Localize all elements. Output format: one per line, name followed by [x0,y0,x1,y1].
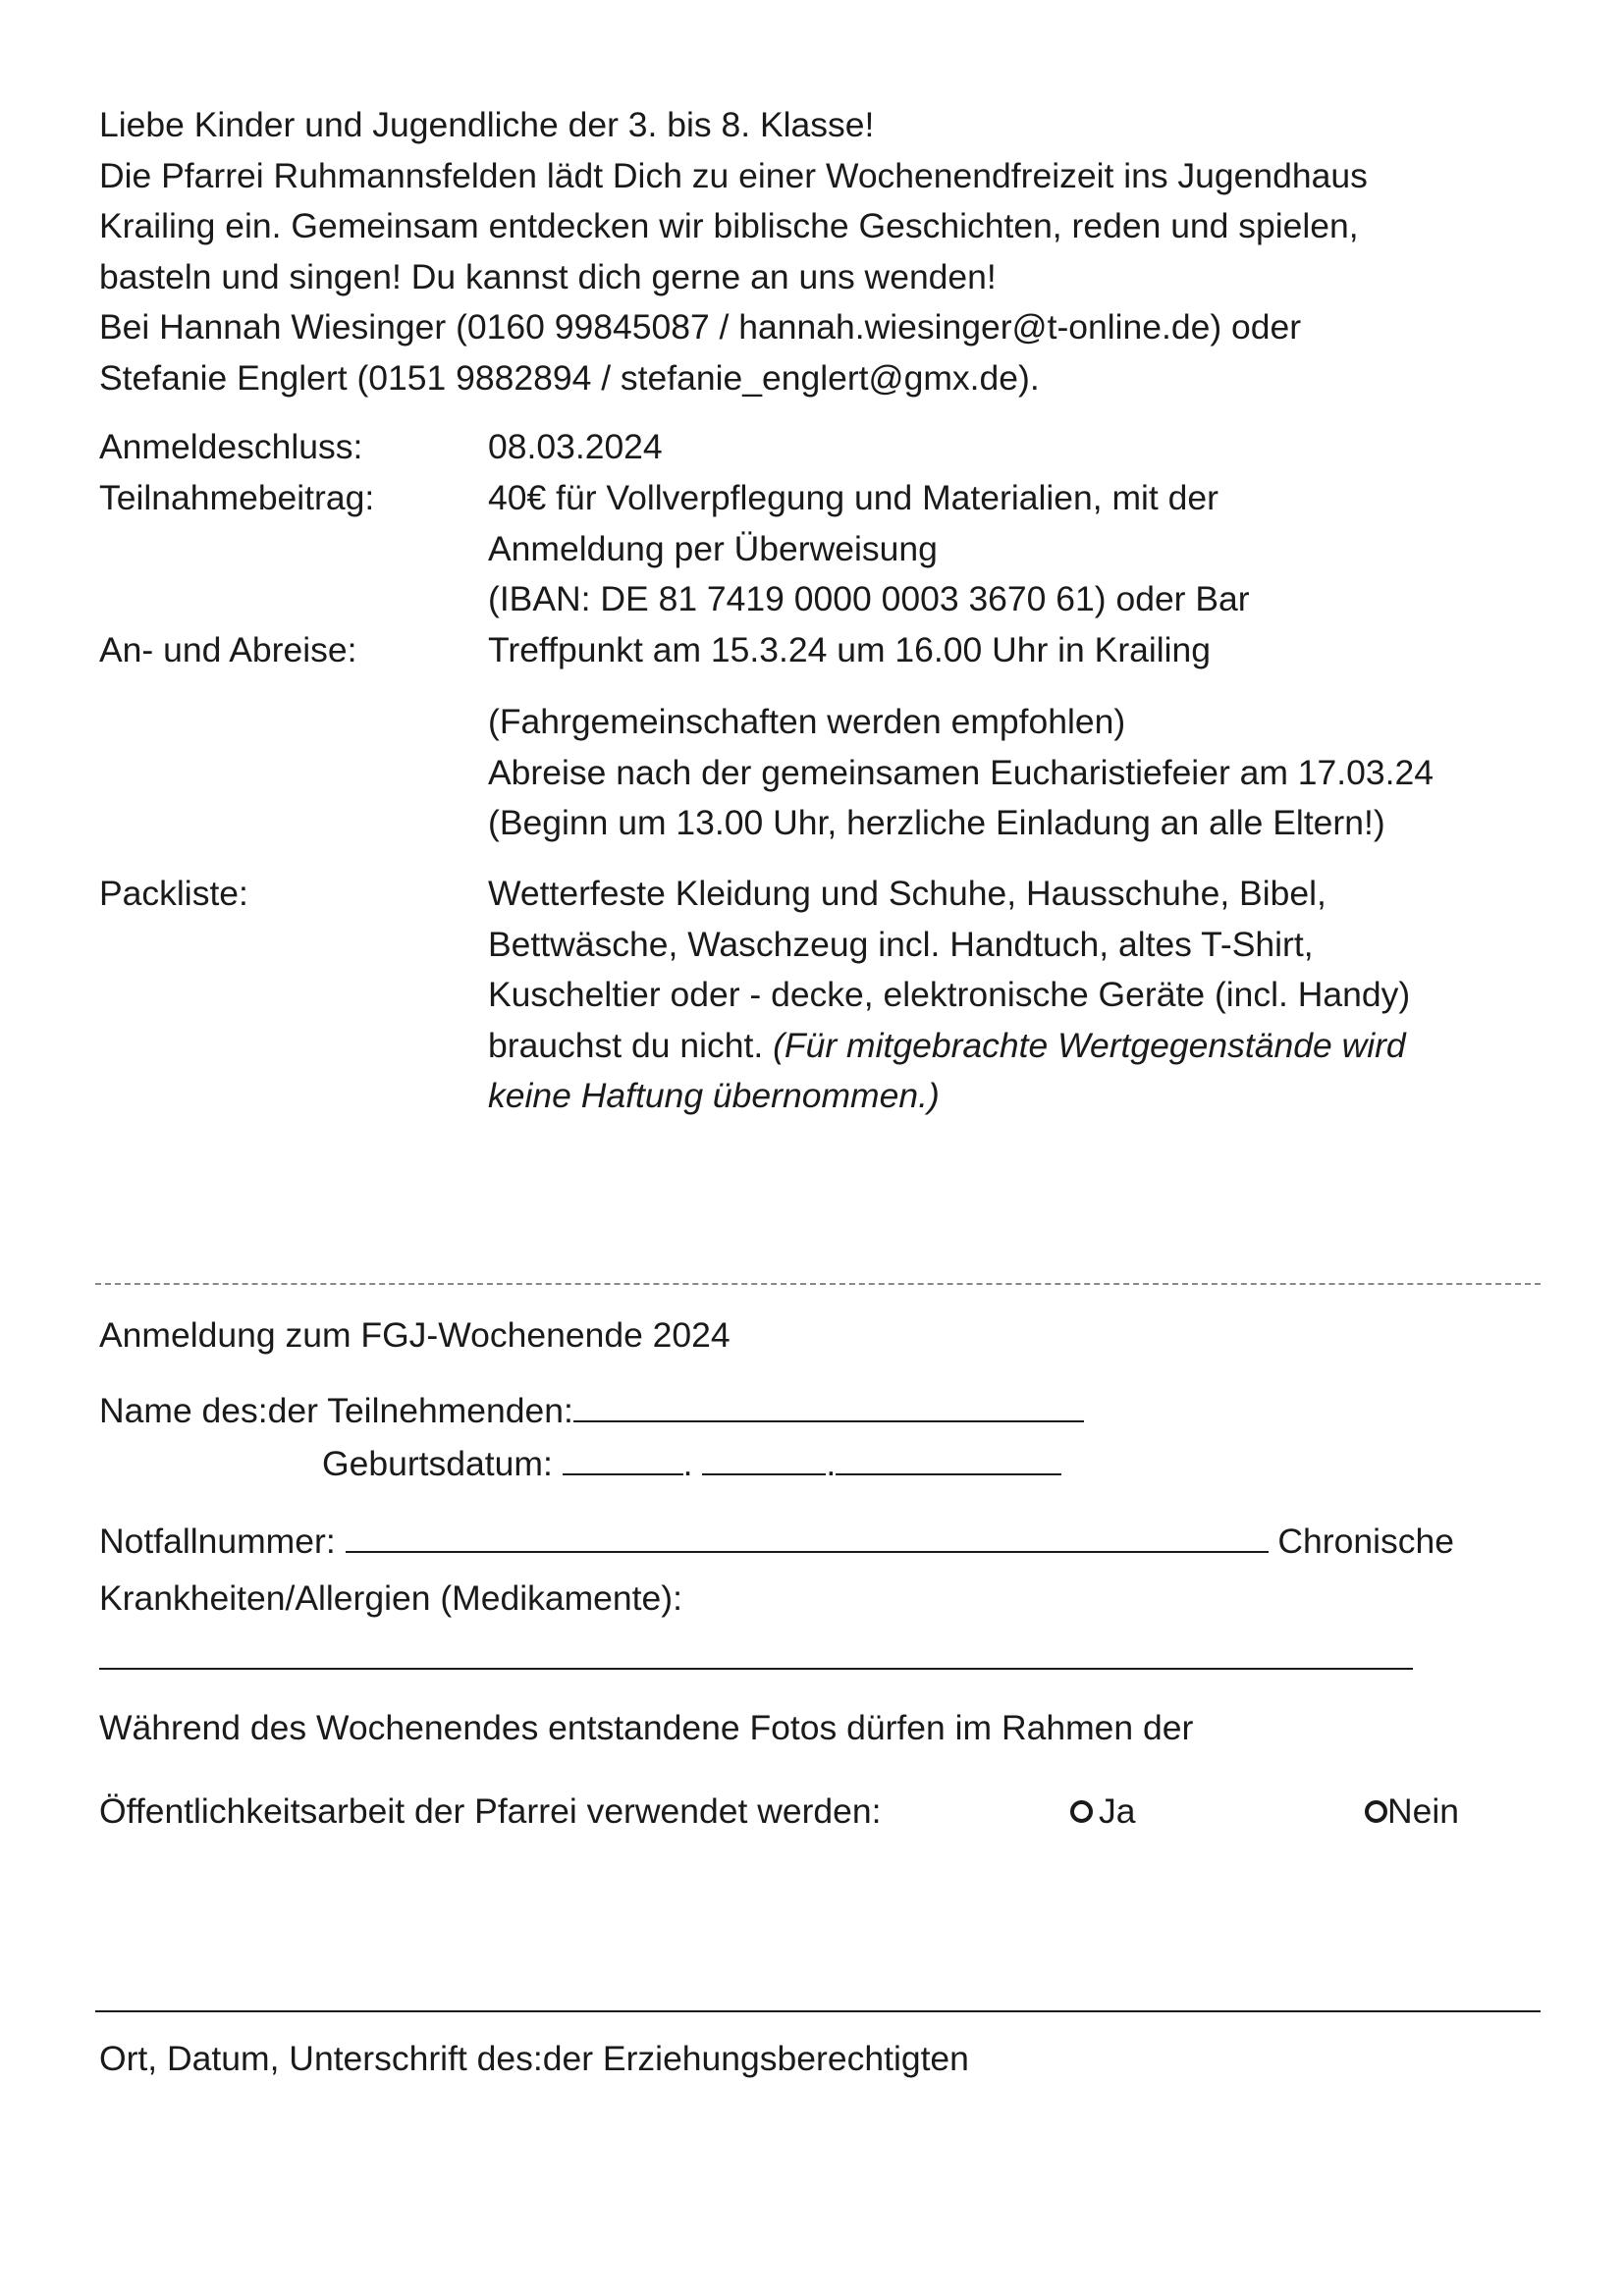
form-title: Anmeldung zum FGJ-Wochenende 2024 [99,1315,731,1355]
intro-line: Bei Hannah Wiesinger (0160 99845087 / hannah.wiesinger@t-online.de) oder [99,307,1302,347]
cut-line-divider [95,1283,1541,1285]
fee-label: Teilnahmebeitrag: [99,478,375,517]
photo-consent-text: Während des Wochenendes entstandene Fotos dürfen im Rahmen der [99,1708,1194,1747]
participant-name-label: Name des:der Teilnehmenden: [99,1391,573,1430]
intro-text [99,100,1552,403]
option-yes-label: Ja [1099,1791,1136,1831]
liability-note-continued: keine Haftung übernommen.) [488,1076,940,1115]
intro-line: basteln und singen! Du kannst dich gerne an uns wenden! [99,256,997,296]
radio-circle-icon [1365,1800,1387,1823]
chronic-illness-field[interactable] [99,1668,1413,1670]
participant-name-field[interactable] [573,1391,1084,1422]
emergency-row [99,1517,1454,1568]
birthdate-separator: . [826,1444,837,1483]
chronic-label: Chronische [1277,1522,1454,1561]
packing-line-text: brauchst du nicht. [488,1025,774,1065]
intro-line: Stefanie Englert (0151 9882894 / stefanie_englert@gmx.de). [99,357,1040,398]
deadline-label: Anmeldeschluss: [99,427,363,466]
photo-consent-no[interactable] [1365,1787,1459,1838]
travel-line: (Fahrgemeinschaften werden empfohlen) [488,702,1126,741]
intro-line: Krailing ein. Gemeinsam entdecken wir biblische Geschichten, reden und spielen, [99,206,1359,245]
radio-circle-icon [1070,1800,1093,1823]
deadline-value: 08.03.2024 [488,427,663,466]
packing-line: Wetterfeste Kleidung und Schuhe, Hausschuhe, Bibel, [488,874,1326,913]
emergency-number-label: Notfallnummer: [99,1522,346,1561]
fee-line: Anmeldung per Überweisung [488,528,938,568]
travel-line: Abreise nach der gemeinsamen Eucharistiefeier am 17.03.24 [488,752,1434,792]
birthdate-row [322,1439,1061,1490]
participant-name-row [99,1386,1084,1437]
travel-meeting-point: Treffpunkt am 15.3.24 um 16.00 Uhr in Krailing [488,630,1212,669]
packing-list-value [488,869,1410,1122]
birth-month-field[interactable] [702,1444,826,1475]
fee-line: 40€ für Vollverpflegung und Materialien, mit der [488,478,1218,517]
packing-list-label: Packliste: [99,874,248,913]
intro-line: Die Pfarrei Ruhmannsfelden lädt Dich zu einer Wochenendfreizeit ins Jugendhaus [99,155,1368,195]
packing-line: Kuscheltier oder - decke, elektronische Geräte (incl. Handy) [488,975,1411,1014]
birthdate-separator: . [682,1444,703,1483]
signature-field[interactable] [95,2010,1541,2012]
travel-details [488,697,1434,849]
option-no-label: Nein [1387,1791,1460,1831]
birth-year-field[interactable] [836,1444,1061,1475]
intro-line: Liebe Kinder und Jugendliche der 3. bis 8. Klasse! [99,105,875,144]
packing-line: Bettwäsche, Waschzeug incl. Handtuch, altes T-Shirt, [488,924,1314,964]
birth-day-field[interactable] [563,1444,683,1475]
fee-line: (IBAN: DE 81 7419 0000 0003 3670 61) oder Bar [488,579,1250,618]
photo-consent-yes[interactable] [1070,1787,1136,1838]
photo-consent-text-2: Öffentlichkeitsarbeit der Pfarrei verwendet werden: [99,1791,882,1831]
fee-value [488,473,1250,625]
packing-line [488,1021,1410,1072]
signature-label: Ort, Datum, Unterschrift des:der Erziehungsberechtigten [99,2039,969,2078]
liability-note: (Für mitgebrachte Wertgegenstände wird [773,1025,1406,1065]
birthdate-label: Geburtsdatum: [322,1444,563,1483]
travel-line: (Beginn um 13.00 Uhr, herzliche Einladung an alle Eltern!) [488,803,1385,842]
travel-label: An- und Abreise: [99,630,357,669]
chronic-label-continued: Krankheiten/Allergien (Medikamente): [99,1578,682,1618]
emergency-number-field[interactable] [346,1522,1269,1553]
